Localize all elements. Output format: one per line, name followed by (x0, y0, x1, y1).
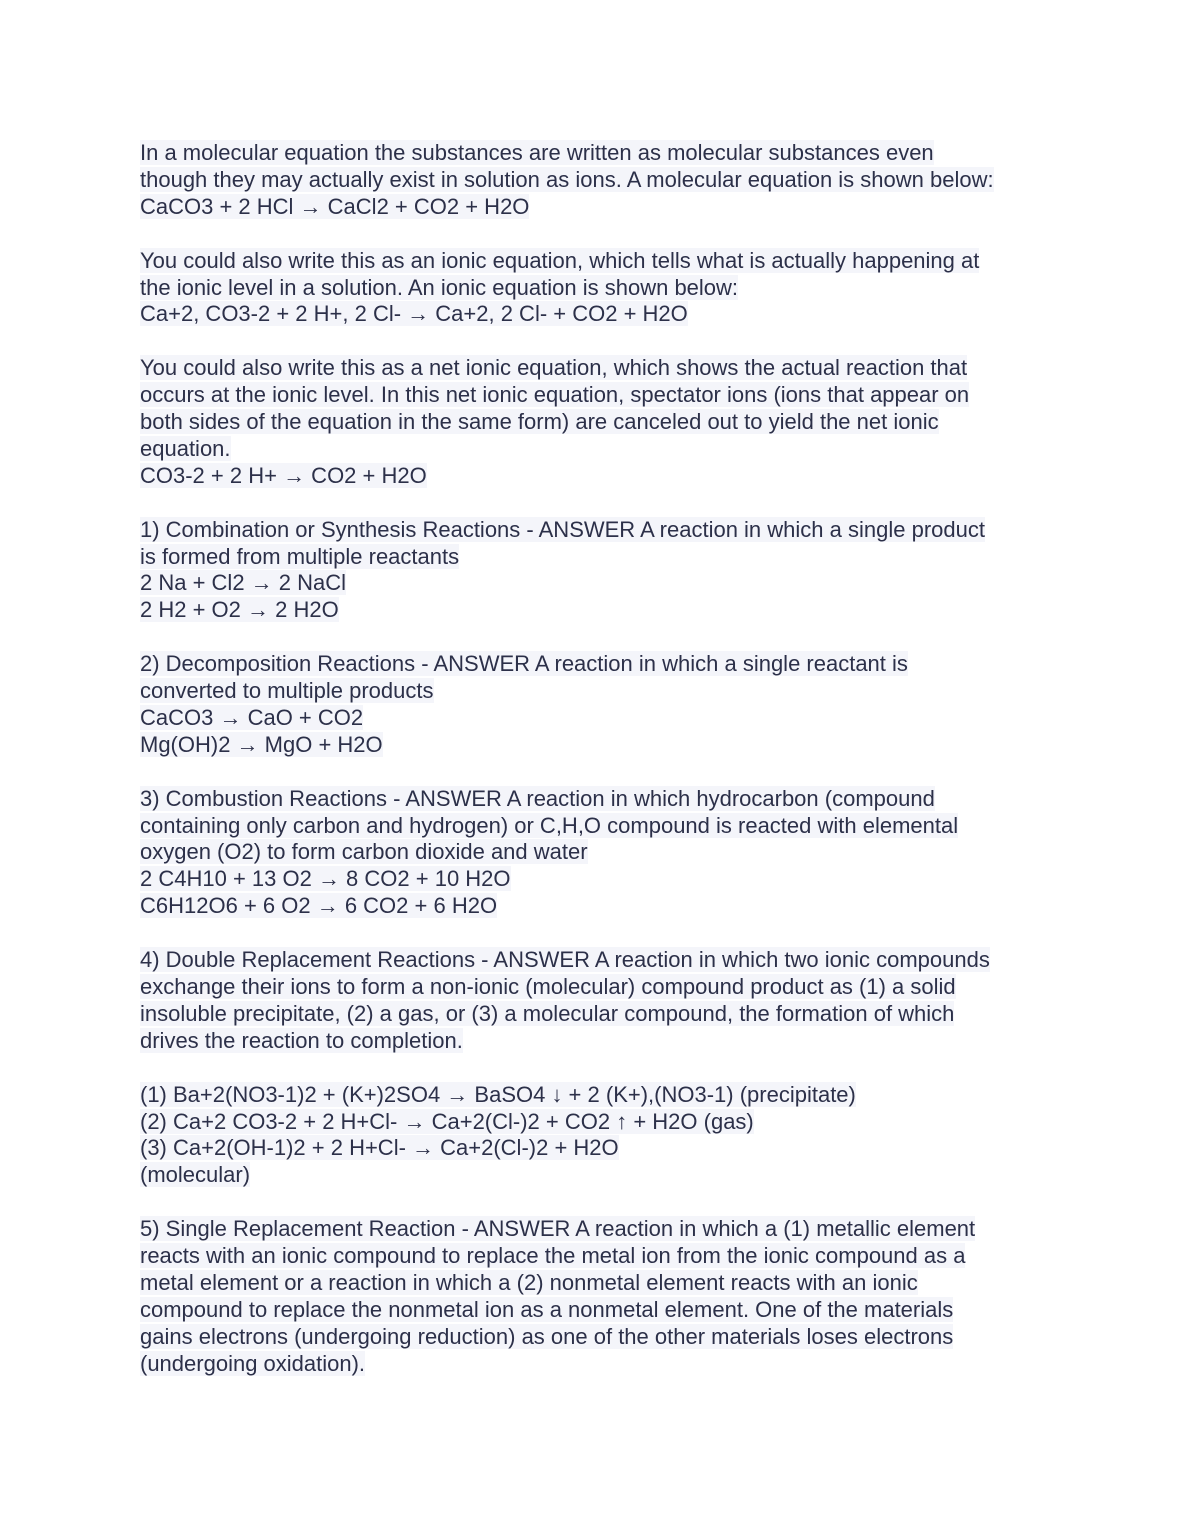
text-line: 2) Decomposition Reactions - ANSWER A reaction in which a single reactant is (140, 651, 908, 677)
text-line: though they may actually exist in solution as ions. A molecular equation is shown below: (140, 166, 994, 192)
text-line: 5) Single Replacement Reaction - ANSWER A reaction in which a (1) metallic element (140, 1216, 976, 1242)
text-line: drives the reaction to completion. (140, 1027, 463, 1053)
text-line: oxygen (O2) to form carbon dioxide and water (140, 839, 588, 865)
paragraph-combustion-reactions (140, 786, 1060, 921)
paragraph-double-replacement-reactions (140, 947, 1060, 1055)
paragraph-double-replacement-examples (140, 1082, 1060, 1190)
text-line: exchange their ions to form a non-ionic (molecular) compound product as (1) a solid (140, 974, 956, 999)
text-line: 3) Combustion Reactions - ANSWER A reaction in which hydrocarbon (compound (140, 785, 935, 811)
text-line: containing only carbon and hydrogen) or C,H,O compound is reacted with elemental (140, 812, 959, 838)
equation-line: CaCO3 + 2 HCl → CaCl2 + CO2 + H2O (140, 193, 530, 219)
paragraph-molecular-equation (140, 140, 1060, 221)
text-line: (molecular) (140, 1162, 251, 1188)
paragraph-single-replacement-reaction (140, 1216, 1060, 1377)
text-line: (undergoing oxidation). (140, 1350, 366, 1376)
equation-line: Mg(OH)2 → MgO + H2O (140, 731, 383, 757)
equation-line: CO3-2 + 2 H+ → CO2 + H2O (140, 462, 427, 488)
paragraph-ionic-equation (140, 248, 1060, 329)
text-line: You could also write this as a net ionic equation, which shows the actual reaction that (140, 355, 968, 381)
text-line: 1) Combination or Synthesis Reactions - ANSWER A reaction in which a single product (140, 516, 985, 542)
paragraph-net-ionic-equation (140, 355, 1060, 490)
text-line: both sides of the equation in the same form) are canceled out to yield the net ionic (140, 409, 939, 435)
document-page (140, 140, 1060, 1404)
paragraph-combination-reactions (140, 517, 1060, 625)
text-line: metal element or a reaction in which a (2) nonmetal element reacts with an ionic (140, 1269, 918, 1295)
equation-line: C6H12O6 + 6 O2 → 6 CO2 + 6 H2O (140, 893, 498, 919)
text-line: converted to multiple products (140, 678, 434, 704)
paragraph-decomposition-reactions (140, 651, 1060, 759)
equation-line: (2) Ca+2 CO3-2 + 2 H+Cl- → Ca+2(Cl-)2 + CO2 ↑ + H2O (gas) (140, 1108, 754, 1134)
equation-line: CaCO3 → CaO + CO2 (140, 704, 364, 730)
equation-line: 2 H2 + O2 → 2 H2O (140, 597, 339, 623)
equation-line: Ca+2, CO3-2 + 2 H+, 2 Cl- → Ca+2, 2 Cl- + CO2 + H2O (140, 301, 688, 327)
equation-line: 2 Na + Cl2 → 2 NaCl (140, 570, 347, 596)
text-line: insoluble precipitate, (2) a gas, or (3) a molecular compound, the formation of which (140, 1000, 955, 1026)
text-line: equation. (140, 435, 231, 461)
text-line: You could also write this as an ionic equation, which tells what is actually happening at (140, 247, 980, 273)
text-line: 4) Double Replacement Reactions - ANSWER A reaction in which two ionic compounds (140, 947, 990, 973)
equation-line: (3) Ca+2(OH-1)2 + 2 H+Cl- → Ca+2(Cl-)2 + H2O (140, 1135, 619, 1161)
equation-line: (1) Ba+2(NO3-1)2 + (K+)2SO4 → BaSO4 ↓ + 2 (K+),(NO3-1) (precipitate) (140, 1081, 856, 1107)
text-line: In a molecular equation the substances are written as molecular substances even (140, 140, 934, 165)
text-line: gains electrons (undergoing reduction) as one of the other materials loses electrons (140, 1323, 954, 1349)
text-line: occurs at the ionic level. In this net ionic equation, spectator ions (ions that appear on (140, 382, 970, 408)
text-line: the ionic level in a solution. An ionic equation is shown below: (140, 274, 739, 300)
text-line: compound to replace the nonmetal ion as a nonmetal element. One of the materials (140, 1296, 954, 1322)
text-line: reacts with an ionic compound to replace the metal ion from the ionic compound as a (140, 1243, 966, 1269)
equation-line: 2 C4H10 + 13 O2 → 8 CO2 + 10 H2O (140, 866, 511, 892)
text-line: is formed from multiple reactants (140, 543, 460, 569)
